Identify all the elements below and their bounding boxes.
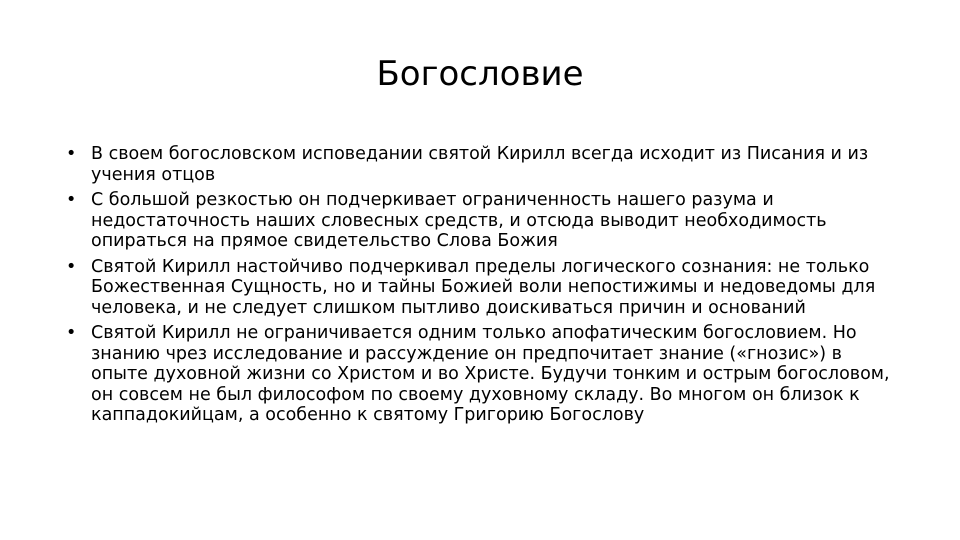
bullet-dot-icon: • bbox=[66, 256, 77, 277]
bullet-text: В своем богословском исповедании святой Кирилл всегда исходит из Писания и из учения отцов bbox=[91, 144, 869, 185]
bullet-item bbox=[66, 190, 896, 252]
bullet-item bbox=[66, 144, 896, 185]
bullet-text: С большой резкостью он подчеркивает ограниченность нашего разума и недостаточность наших словесных средств, и отсюда выводит необходимость опираться на прямое свидетельство Слова Божия bbox=[91, 190, 827, 251]
bullet-text: Святой Кирилл настойчиво подчеркивал пределы логического сознания: не только Божественная Сущность, но и тайны Божией воли непостижимы и недоведомы для человека, и не следует слишком пытливо доискиваться причин и оснований bbox=[91, 256, 876, 318]
bullet-item bbox=[66, 257, 896, 319]
bullet-list bbox=[66, 144, 896, 431]
slide-title: Богословие bbox=[376, 54, 584, 94]
bullet-text: Святой Кирилл не ограничивается одним только апофатическим богословием. Но знанию чрез исследование и рассуждение он предпочитает знание («гнозис») в опыте духовной жизни со Христом и во Христе. Будучи тонким и острым богословом, он совсем не был философом по своему духовному складу. Во многом он близок к каппадокийцам, а особенно к святому Григорию Богослову bbox=[91, 323, 890, 425]
bullet-dot-icon: • bbox=[66, 323, 77, 343]
bullet-item bbox=[66, 323, 896, 426]
bullet-dot-icon: • bbox=[66, 190, 77, 210]
bullet-dot-icon: • bbox=[66, 144, 77, 164]
